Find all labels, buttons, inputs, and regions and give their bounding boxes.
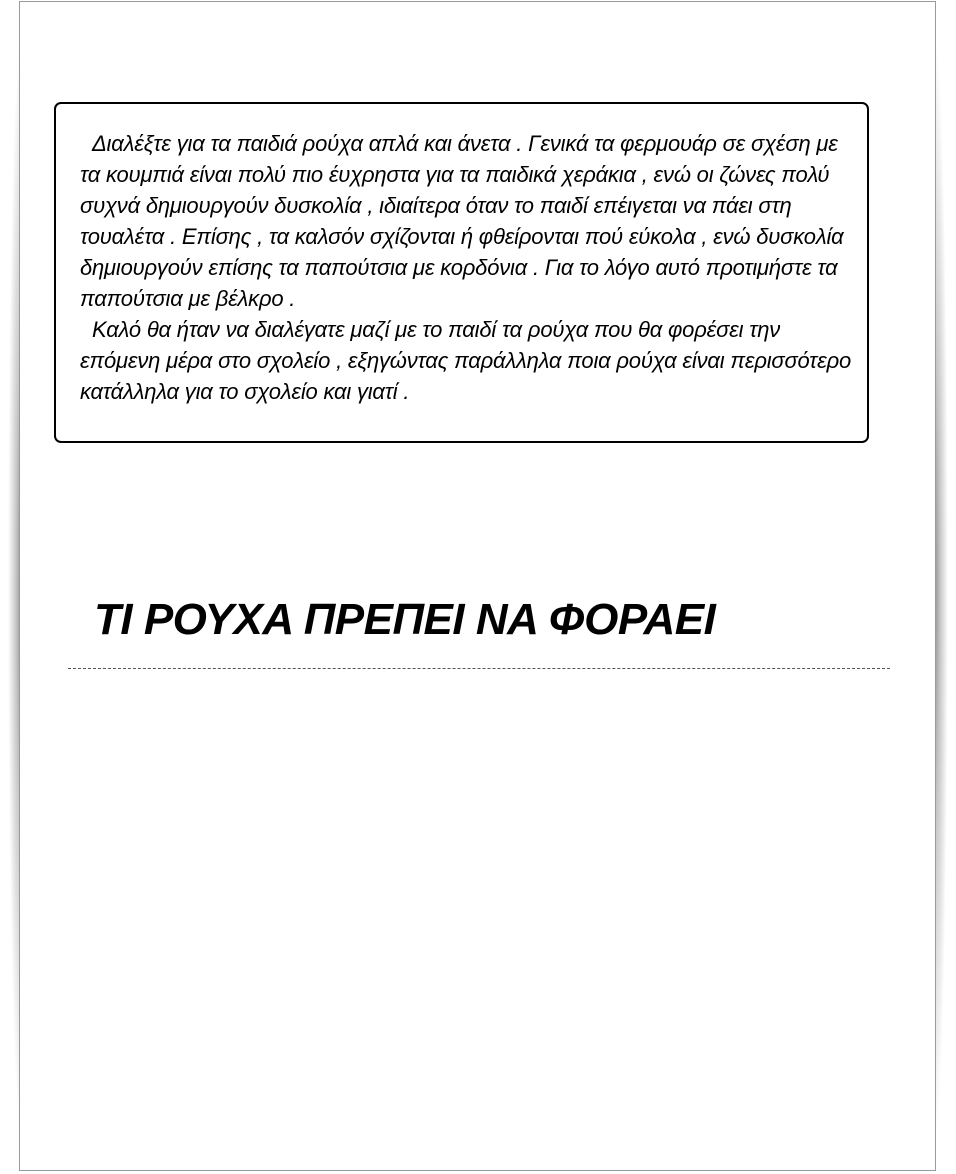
advice-paragraph-2: Καλό θα ήταν να διαλέγατε μαζί με το παιδί τα ρούχα που θα φορέσει την επόμενη μέρα στο σχολείο , εξηγώντας παράλληλα ποια ρούχα είναι περισσότερο κατάλληλα για το σχολείο και γιατί . bbox=[80, 317, 852, 404]
page-curl-shadow-left bbox=[0, 0, 20, 1174]
advice-paragraph-1: Διαλέξτε για τα παιδιά ρούχα απλά και άνετα . Γενικά τα φερμουάρ σε σχέση με τα κουμπιά είναι πολύ πιο έυχρηστα για τα παιδικά χεράκια , ενώ οι ζώνες πολύ συχνά δημιουργούν δυσκολία , ιδιαίτερα όταν το παιδί επέιγεται να πάει στη τουαλέτα . Επίσης , τα καλσόν σχίζονται ή φθείρονται πού εύκολα , ενώ δυσκολία δημιουργούν επίσης τα παπούτσια με κορδόνια . Για το λόγο αυτό προτιμήστε τα παπούτσια με βέλκρο . bbox=[80, 131, 844, 311]
dashed-divider bbox=[68, 668, 890, 669]
advice-note-text bbox=[80, 128, 860, 407]
section-heading: ΤΙ ΡΟΥΧΑ ΠΡΕΠΕΙ ΝΑ ΦΟΡΑΕΙ bbox=[94, 595, 716, 644]
page-curl-shadow-right bbox=[936, 0, 956, 1174]
